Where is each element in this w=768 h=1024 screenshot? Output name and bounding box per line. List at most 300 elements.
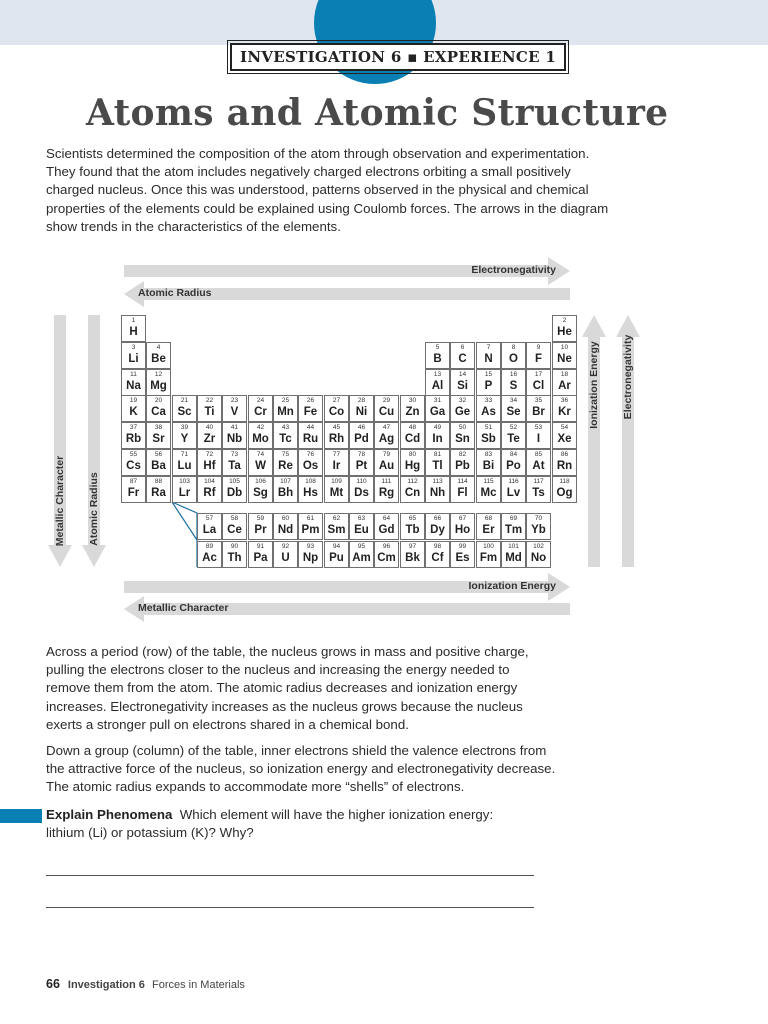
element-cell-pt [349, 449, 374, 476]
element-cell-po [501, 449, 526, 476]
element-symbol: Nb [226, 433, 243, 445]
element-symbol: Mo [252, 433, 269, 445]
atomic-number: 72 [205, 451, 214, 458]
atomic-number: 49 [433, 424, 442, 431]
atomic-number: 100 [483, 543, 494, 550]
element-cell-pa [248, 541, 273, 568]
element-cell-co [324, 395, 349, 422]
element-symbol: Ar [558, 380, 571, 392]
element-symbol: Mt [329, 487, 344, 499]
element-cell-pm [298, 513, 323, 540]
element-symbol: Se [506, 406, 521, 418]
element-cell-i [526, 422, 551, 449]
element-symbol: At [532, 460, 545, 472]
element-cell-o [501, 342, 526, 369]
atomic-number: 55 [129, 451, 138, 458]
element-symbol: Cf [431, 552, 444, 564]
element-cell-sb [476, 422, 501, 449]
atomic-radius-vertical-label: Atomic Radius [88, 472, 100, 546]
page-title: Atoms and Atomic Structure [86, 92, 669, 134]
element-cell-fe [298, 395, 323, 422]
element-cell-lr [172, 476, 197, 503]
element-cell-ta [222, 449, 247, 476]
element-cell-sr [146, 422, 171, 449]
element-cell-hg [400, 449, 425, 476]
footer-investigation: Investigation 6 [67, 979, 145, 991]
atomic-number: 10 [560, 344, 569, 351]
atomic-number: 81 [433, 451, 442, 458]
atomic-number: 58 [230, 515, 239, 522]
atomic-number: 92 [281, 543, 290, 550]
atomic-number: 73 [230, 451, 239, 458]
element-symbol: Xe [557, 433, 572, 445]
atomic-number: 20 [154, 397, 163, 404]
atomic-number: 67 [458, 515, 467, 522]
element-cell-dy [425, 513, 450, 540]
atomic-number: 12 [154, 371, 163, 378]
atomic-number: 96 [382, 543, 391, 550]
element-symbol: Re [278, 460, 293, 472]
element-symbol: U [281, 552, 290, 564]
atomic-number: 29 [382, 397, 391, 404]
element-symbol: Sn [455, 433, 470, 445]
element-symbol: Cu [378, 406, 395, 418]
element-symbol: Sm [327, 524, 346, 536]
atomic-number: 63 [357, 515, 366, 522]
element-cell-pr [248, 513, 273, 540]
element-cell-rf [197, 476, 222, 503]
element-symbol: Ds [354, 487, 369, 499]
element-symbol: Es [455, 552, 470, 564]
element-symbol: Ta [228, 460, 241, 472]
atomic-number: 114 [457, 478, 468, 485]
element-symbol: Ba [151, 460, 166, 472]
element-symbol: Pa [253, 552, 268, 564]
element-symbol: Pr [254, 524, 267, 536]
element-cell-w [248, 449, 273, 476]
element-symbol: Os [302, 460, 319, 472]
element-cell-gd [374, 513, 399, 540]
element-symbol: Bi [482, 460, 495, 472]
element-cell-mn [273, 395, 298, 422]
element-symbol: Np [302, 552, 319, 564]
element-symbol: Dy [430, 524, 445, 536]
atomic-number: 71 [180, 451, 189, 458]
atomic-number: 27 [332, 397, 341, 404]
element-symbol: H [129, 326, 138, 338]
element-symbol: Tc [279, 433, 292, 445]
element-cell-ce [222, 513, 247, 540]
element-cell-ho [450, 513, 475, 540]
atomic-number: 110 [356, 478, 367, 485]
element-cell-np [298, 541, 323, 568]
element-cell-fr [121, 476, 146, 503]
element-cell-li [121, 342, 146, 369]
element-symbol: Ni [355, 406, 368, 418]
element-symbol: Nh [429, 487, 446, 499]
atomic-number: 108 [305, 478, 316, 485]
group-trend-paragraph: Down a group (column) of the table, inner electrons shield the valence electrons from the attractive force of the nucleus, so ionization energy and electronegativity decrease. The atomic radius expands to accommodate more “shells” of electrons. [46, 743, 556, 795]
element-cell-k [121, 395, 146, 422]
atomic-number: 46 [357, 424, 366, 431]
element-cell-eu [349, 513, 374, 540]
atomic-number: 85 [534, 451, 543, 458]
atomic-number: 61 [306, 515, 315, 522]
element-cell-fm [476, 541, 501, 568]
element-symbol: He [557, 326, 572, 338]
atomic-number: 79 [382, 451, 391, 458]
atomic-number: 30 [408, 397, 417, 404]
atomic-number: 5 [435, 344, 440, 351]
element-symbol: C [458, 353, 467, 365]
atomic-number: 44 [306, 424, 315, 431]
atomic-number: 77 [332, 451, 341, 458]
element-cell-ne [552, 342, 577, 369]
element-symbol: Ne [557, 353, 572, 365]
atomic-number: 24 [256, 397, 265, 404]
element-symbol: Cs [126, 460, 141, 472]
element-cell-rb [121, 422, 146, 449]
element-symbol: I [536, 433, 541, 445]
element-cell-ds [349, 476, 374, 503]
atomic-number: 106 [255, 478, 266, 485]
element-cell-ir [324, 449, 349, 476]
element-cell-zr [197, 422, 222, 449]
element-symbol: Fr [127, 487, 140, 499]
element-symbol: Hg [404, 460, 421, 472]
investigation-label: INVESTIGATION 6 ▪ EXPERIENCE 1 [230, 43, 566, 71]
explain-question: Which element will have the higher ionization energy: lithium (Li) or potassium (K)? Why? [46, 807, 494, 841]
element-cell-at [526, 449, 551, 476]
atomic-number: 7 [486, 344, 491, 351]
atomic-number: 2 [562, 317, 567, 324]
atomic-number: 8 [511, 344, 516, 351]
element-symbol: Rb [125, 433, 142, 445]
electronegativity-label: Electronegativity [471, 264, 556, 276]
element-cell-cm [374, 541, 399, 568]
atomic-number: 21 [180, 397, 189, 404]
element-cell-md [501, 541, 526, 568]
element-symbol: Th [227, 552, 242, 564]
element-symbol: Ru [302, 433, 319, 445]
element-cell-ar [552, 369, 577, 396]
element-cell-mg [146, 369, 171, 396]
element-symbol: Yb [531, 524, 546, 536]
element-symbol: Sb [481, 433, 496, 445]
element-symbol: Nd [277, 524, 294, 536]
metallic-character-down-arrow [48, 315, 72, 567]
element-cell-pd [349, 422, 374, 449]
element-symbol: Lr [178, 487, 191, 499]
atomic-number: 14 [458, 371, 467, 378]
element-cell-mt [324, 476, 349, 503]
element-cell-ra [146, 476, 171, 503]
atomic-number: 80 [408, 451, 417, 458]
element-cell-cs [121, 449, 146, 476]
electronegativity-vertical-label: Electronegativity [622, 334, 634, 420]
atomic-number: 17 [534, 371, 543, 378]
element-cell-s [501, 369, 526, 396]
page-footer [46, 977, 245, 991]
element-cell-tc [273, 422, 298, 449]
element-symbol: Eu [354, 524, 369, 536]
ionization-energy-up-arrow [582, 315, 606, 567]
element-symbol: Zn [405, 406, 420, 418]
element-symbol: Mc [480, 487, 497, 499]
element-symbol: N [484, 353, 493, 365]
element-cell-hf [197, 449, 222, 476]
atomic-number: 9 [536, 344, 541, 351]
atomic-number: 105 [229, 478, 240, 485]
atomic-number: 48 [408, 424, 417, 431]
element-cell-cl [526, 369, 551, 396]
element-symbol: Fm [479, 552, 498, 564]
element-cell-ac [197, 541, 222, 568]
atomic-number: 91 [256, 543, 265, 550]
element-cell-fl [450, 476, 475, 503]
element-symbol: Md [505, 552, 522, 564]
element-cell-zn [400, 395, 425, 422]
atomic-number: 62 [332, 515, 341, 522]
element-symbol: Tl [432, 460, 443, 472]
element-symbol: Ac [202, 552, 217, 564]
atomic-number: 56 [154, 451, 163, 458]
period-trend-paragraph: Across a period (row) of the table, the nucleus grows in mass and positive charge, pulling the electrons closer to the nucleus and increasing the energy needed to remove them from the atom. The atomic radius decreases and ionization energy increases. Electronegativity increases as the nucleus grows because the nucleus exerts a stronger pull on electrons shared in a chemical bond. [46, 644, 529, 732]
element-symbol: Bh [277, 487, 294, 499]
element-cell-lv [501, 476, 526, 503]
atomic-number: 16 [509, 371, 518, 378]
element-cell-pu [324, 541, 349, 568]
element-symbol: Pu [329, 552, 344, 564]
element-cell-re [273, 449, 298, 476]
element-cell-la [197, 513, 222, 540]
element-symbol: Rg [378, 487, 395, 499]
ionization-energy-vertical-label: Ionization Energy [588, 341, 600, 429]
atomic-number: 88 [154, 478, 163, 485]
element-symbol: Hs [303, 487, 318, 499]
atomic-number: 66 [433, 515, 442, 522]
element-symbol: Db [226, 487, 243, 499]
element-cell-ag [374, 422, 399, 449]
element-symbol: Br [532, 406, 545, 418]
atomic-number: 102 [533, 543, 544, 550]
element-symbol: Rh [328, 433, 345, 445]
element-cell-es [450, 541, 475, 568]
element-symbol: Sc [177, 406, 192, 418]
atomic-number: 109 [331, 478, 342, 485]
atomic-number: 87 [129, 478, 138, 485]
element-symbol: Li [128, 353, 139, 365]
atomic-number: 25 [281, 397, 290, 404]
explain-accent-bar [0, 809, 42, 823]
element-symbol: Pb [455, 460, 470, 472]
element-cell-b [425, 342, 450, 369]
element-cell-cn [400, 476, 425, 503]
element-cell-am [349, 541, 374, 568]
element-symbol: Be [151, 353, 166, 365]
element-symbol: Kr [558, 406, 571, 418]
element-symbol: Zr [203, 433, 216, 445]
element-cell-bh [273, 476, 298, 503]
atomic-number: 26 [306, 397, 315, 404]
element-cell-rg [374, 476, 399, 503]
element-symbol: Ho [454, 524, 471, 536]
atomic-number: 101 [508, 543, 519, 550]
element-cell-er [476, 513, 501, 540]
element-cell-os [298, 449, 323, 476]
element-symbol: Fe [303, 406, 318, 418]
element-cell-au [374, 449, 399, 476]
metallic-character-label: Metallic Character [138, 602, 229, 614]
atomic-number: 23 [230, 397, 239, 404]
element-symbol: W [255, 460, 266, 472]
element-cell-sn [450, 422, 475, 449]
element-cell-yb [526, 513, 551, 540]
element-symbol: Si [457, 380, 468, 392]
element-symbol: No [530, 552, 547, 564]
element-symbol: Ca [151, 406, 166, 418]
atomic-number: 28 [357, 397, 366, 404]
atomic-number: 76 [306, 451, 315, 458]
atomic-number: 60 [281, 515, 290, 522]
element-symbol: Hf [203, 460, 216, 472]
element-symbol: Lu [177, 460, 192, 472]
atomic-number: 111 [381, 478, 392, 485]
element-cell-kr [552, 395, 577, 422]
element-symbol: Ti [204, 406, 215, 418]
element-cell-tb [400, 513, 425, 540]
atomic-number: 97 [408, 543, 417, 550]
element-symbol: Y [180, 433, 189, 445]
atomic-number: 6 [460, 344, 465, 351]
element-symbol: Cr [254, 406, 267, 418]
atomic-number: 15 [484, 371, 493, 378]
element-symbol: Al [431, 380, 444, 392]
element-symbol: La [202, 524, 217, 536]
atomic-number: 11 [130, 371, 137, 378]
atomic-number: 38 [154, 424, 163, 431]
atomic-number: 90 [230, 543, 239, 550]
atomic-number: 84 [509, 451, 518, 458]
header-circle-decoration [314, 0, 436, 84]
element-cell-tm [501, 513, 526, 540]
atomic-number: 117 [533, 478, 544, 485]
element-symbol: K [129, 406, 138, 418]
element-symbol: Sg [253, 487, 268, 499]
element-symbol: Po [506, 460, 521, 472]
element-cell-ga [425, 395, 450, 422]
atomic-number: 69 [509, 515, 518, 522]
element-cell-th [222, 541, 247, 568]
atomic-number: 75 [281, 451, 290, 458]
element-symbol: Pt [355, 460, 368, 472]
element-cell-nd [273, 513, 298, 540]
element-cell-ti [197, 395, 222, 422]
element-cell-og [552, 476, 577, 503]
element-symbol: Pm [301, 524, 320, 536]
element-cell-p [476, 369, 501, 396]
atomic-number: 59 [256, 515, 265, 522]
element-cell-si [450, 369, 475, 396]
atomic-number: 78 [357, 451, 366, 458]
atomic-number: 41 [230, 424, 239, 431]
element-cell-bk [400, 541, 425, 568]
element-symbol: Ag [378, 433, 395, 445]
element-symbol: Am [352, 552, 371, 564]
element-cell-mo [248, 422, 273, 449]
atomic-number: 52 [509, 424, 518, 431]
element-cell-ge [450, 395, 475, 422]
atomic-radius-label: Atomic Radius [138, 287, 212, 299]
atomic-number: 33 [484, 397, 493, 404]
element-cell-be [146, 342, 171, 369]
element-cell-f [526, 342, 551, 369]
element-cell-v [222, 395, 247, 422]
atomic-number: 42 [256, 424, 265, 431]
atomic-number: 94 [332, 543, 341, 550]
intro-paragraph: Scientists determined the composition of the atom through observation and experimentation. They found that the atom includes negatively charged electrons orbiting a small positively charged nucleus. Once this was understood, patterns observed in the physical and chemical properties of the elements could be explained using Coulomb forces. The arrows in the diagram show trends in the characteristics of the elements. [46, 146, 609, 234]
element-symbol: Cm [377, 552, 396, 564]
atomic-number: 3 [131, 344, 136, 351]
metallic-character-vertical-label: Metallic Character [54, 455, 66, 547]
element-cell-pb [450, 449, 475, 476]
element-cell-rn [552, 449, 577, 476]
element-cell-ru [298, 422, 323, 449]
element-cell-sc [172, 395, 197, 422]
atomic-radius-arrow [124, 281, 570, 307]
answer-line-2[interactable] [46, 907, 534, 908]
element-symbol: F [534, 353, 543, 365]
element-symbol: Cl [532, 380, 545, 392]
element-cell-cu [374, 395, 399, 422]
atomic-number: 40 [205, 424, 214, 431]
element-symbol: S [509, 380, 518, 392]
element-cell-nh [425, 476, 450, 503]
atomic-number: 37 [129, 424, 138, 431]
element-symbol: Ra [151, 487, 166, 499]
element-symbol: Gd [378, 524, 395, 536]
element-symbol: Te [507, 433, 520, 445]
element-symbol: Mn [277, 406, 294, 418]
element-cell-tl [425, 449, 450, 476]
element-symbol: Cd [404, 433, 421, 445]
element-cell-ca [146, 395, 171, 422]
ionization-energy-label: Ionization Energy [468, 580, 556, 592]
answer-line-1[interactable] [46, 875, 534, 876]
element-symbol: Na [126, 380, 141, 392]
atomic-number: 103 [179, 478, 190, 485]
electronegativity-up-arrow [616, 315, 640, 567]
element-cell-ts [526, 476, 551, 503]
element-cell-n [476, 342, 501, 369]
element-symbol: Er [482, 524, 495, 536]
atomic-number: 19 [129, 397, 138, 404]
element-cell-he [552, 315, 577, 342]
element-cell-nb [222, 422, 247, 449]
element-cell-xe [552, 422, 577, 449]
atomic-number: 39 [180, 424, 189, 431]
atomic-number: 83 [484, 451, 493, 458]
atomic-number: 95 [357, 543, 366, 550]
atomic-number: 64 [382, 515, 391, 522]
element-cell-cd [400, 422, 425, 449]
atomic-number: 89 [205, 543, 214, 550]
atomic-number: 36 [560, 397, 569, 404]
element-symbol: Co [328, 406, 345, 418]
metallic-character-arrow [124, 596, 570, 622]
atomic-number: 68 [484, 515, 493, 522]
element-cell-lu [172, 449, 197, 476]
